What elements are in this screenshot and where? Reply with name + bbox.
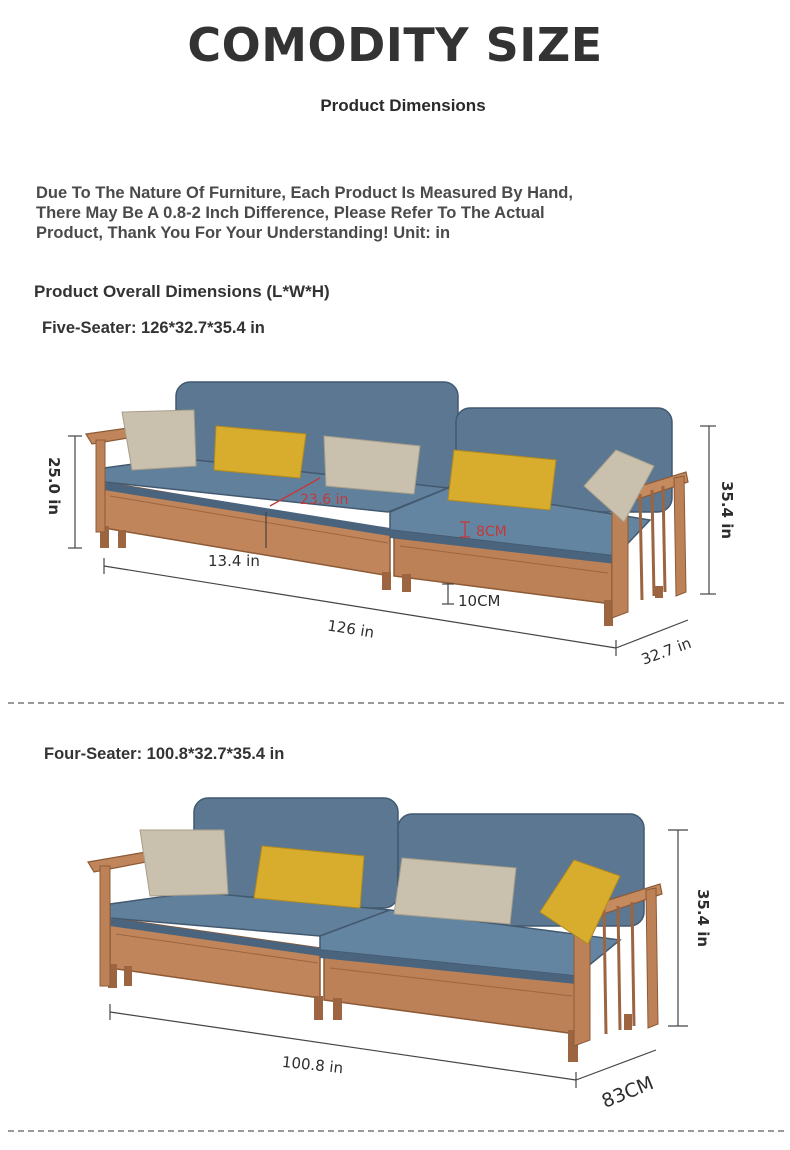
notice-line: Due To The Nature Of Furniture, Each Product Is Measured By Hand, (36, 184, 573, 202)
notice-line: There May Be A 0.8-2 Inch Difference, Please Refer To The Actual (36, 204, 545, 222)
four-seater-label: Four-Seater: 100.8*32.7*35.4 in (44, 745, 285, 763)
page-subtitle: Product Dimensions (320, 96, 486, 115)
pillow (254, 846, 364, 908)
length-label: 126 in (326, 616, 376, 642)
sofa-leg (333, 998, 342, 1020)
cushion-thickness-label: 8CM (476, 524, 507, 540)
seat-width-label: 13.4 in (208, 552, 260, 570)
overall-dimensions-heading: Product Overall Dimensions (L*W*H) (34, 282, 330, 301)
height-label: 35.4 in (694, 888, 712, 948)
sofa-leg (624, 1014, 632, 1030)
pillow (140, 830, 228, 896)
pillow (394, 858, 516, 924)
leg-height-label: 10CM (458, 592, 501, 610)
sofa-leg (314, 996, 323, 1020)
seat-depth-label: 23.6 in (300, 492, 349, 508)
notice-line: Product, Thank You For Your Understanding! Unit: in (36, 224, 451, 242)
left-armrest (88, 852, 146, 872)
width-label: 32.7 in (638, 633, 694, 669)
width-label: 83CM (598, 1072, 657, 1113)
sofa-leg (124, 966, 132, 986)
section-divider (8, 1130, 784, 1132)
height-label: 35.4 in (718, 480, 736, 540)
length-label: 100.8 in (281, 1052, 344, 1078)
five-seater-label: Five-Seater: 126*32.7*35.4 in (42, 319, 265, 337)
page-title: COMODITY SIZE (187, 18, 603, 72)
seat-height-label: 25.0 in (45, 456, 63, 516)
